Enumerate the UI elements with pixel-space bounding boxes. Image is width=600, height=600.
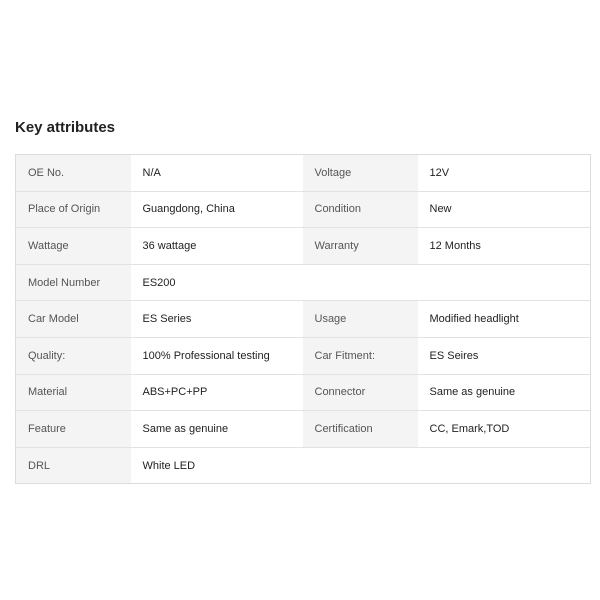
empty-cell [303, 264, 418, 301]
attribute-label: Place of Origin [16, 191, 131, 228]
section-title: Key attributes [15, 119, 116, 136]
attribute-label: Car Model [16, 301, 131, 338]
attribute-value: Modified headlight [418, 301, 591, 338]
attribute-value: New [418, 191, 591, 228]
empty-cell [418, 264, 591, 301]
attribute-value: Guangdong, China [131, 191, 303, 228]
table-row [16, 301, 591, 338]
attributes-table [15, 154, 591, 484]
table-row [16, 191, 591, 228]
attribute-value: CC, Emark,TOD [418, 411, 591, 448]
attribute-value: ABS+PC+PP [131, 374, 303, 411]
attribute-value: 100% Professional testing [131, 337, 303, 374]
attribute-value: N/A [131, 155, 303, 192]
attribute-label: Connector [303, 374, 418, 411]
attribute-value: 12V [418, 155, 591, 192]
attribute-value: Same as genuine [418, 374, 591, 411]
attribute-label: Certification [303, 411, 418, 448]
attribute-value: White LED [131, 447, 303, 484]
table-row [16, 264, 591, 301]
attribute-label: Quality: [16, 337, 131, 374]
attribute-value: ES Seires [418, 337, 591, 374]
attribute-value: ES200 [131, 264, 303, 301]
attribute-label: Model Number [16, 264, 131, 301]
attribute-label: Car Fitment: [303, 337, 418, 374]
attribute-label: Wattage [16, 228, 131, 265]
attribute-label: DRL [16, 447, 131, 484]
attribute-value: 36 wattage [131, 228, 303, 265]
attribute-value: Same as genuine [131, 411, 303, 448]
table-row [16, 155, 591, 192]
empty-cell [418, 447, 591, 484]
attribute-label: Condition [303, 191, 418, 228]
table-row [16, 411, 591, 448]
attribute-label: Material [16, 374, 131, 411]
table-row [16, 447, 591, 484]
table-row [16, 374, 591, 411]
attribute-label: Usage [303, 301, 418, 338]
table-row [16, 337, 591, 374]
empty-cell [303, 447, 418, 484]
attribute-label: Warranty [303, 228, 418, 265]
attribute-value: ES Series [131, 301, 303, 338]
attribute-label: OE No. [16, 155, 131, 192]
table-row [16, 228, 591, 265]
attribute-label: Feature [16, 411, 131, 448]
attribute-label: Voltage [303, 155, 418, 192]
attribute-value: 12 Months [418, 228, 591, 265]
